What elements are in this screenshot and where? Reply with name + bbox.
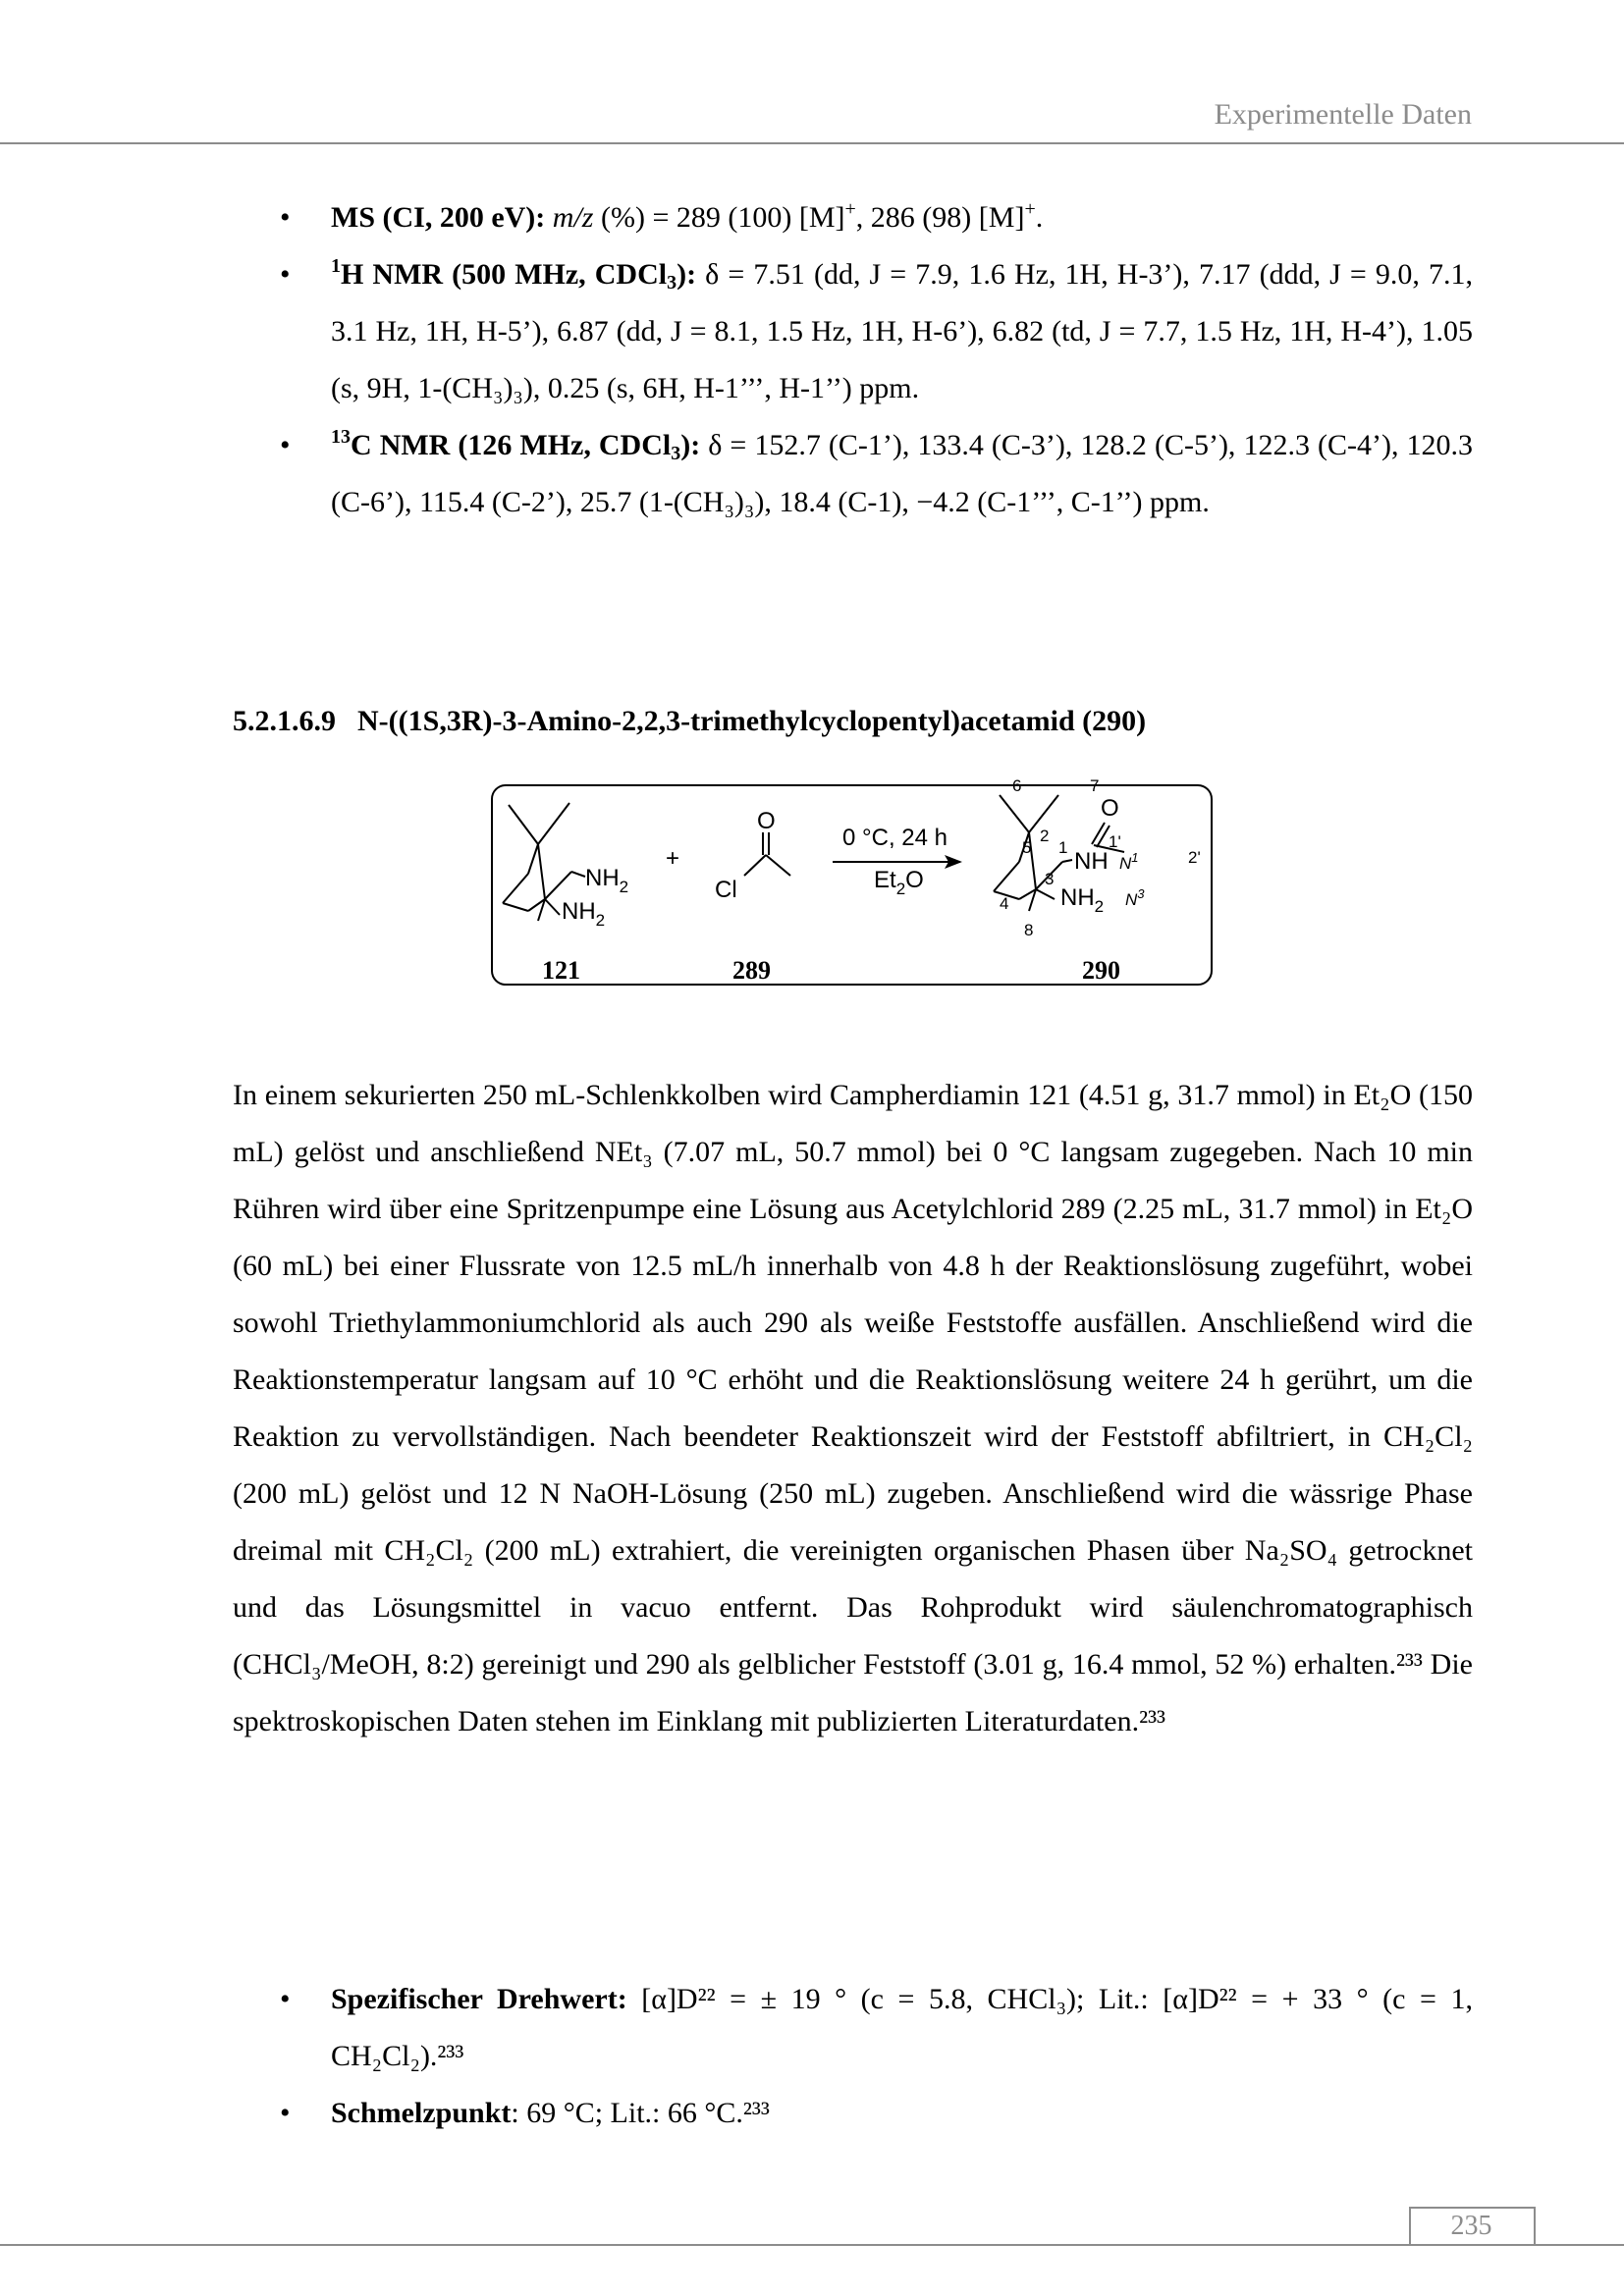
h-nmr-label: H NMR (500 MHz, CDCl (341, 258, 668, 291)
ms-value: (%) = 289 (100) [M] (593, 201, 845, 234)
oxygen-label: O (757, 808, 776, 834)
melting-point-value: : 69 °C; Lit.: 66 °C.²³³ (511, 2097, 770, 2129)
melting-point-label: Schmelzpunkt (331, 2097, 512, 2129)
structure-289 (744, 832, 790, 876)
compound-number-121: 121 (542, 956, 580, 985)
section-number: 5.2.1.6.9 (233, 705, 336, 737)
ms-end: . (1035, 201, 1044, 234)
ms-value-2: , 286 (98) [M] (855, 201, 1025, 234)
carbonyl-oxygen: O (1101, 795, 1119, 822)
ms-charge: + (844, 198, 856, 220)
svg-text:5: 5 (1022, 838, 1032, 857)
running-header: Experimentelle Daten (1214, 98, 1472, 131)
nh2-label-c: $NH_2$ (1060, 884, 1105, 916)
page-number: 235 (1450, 2211, 1492, 2241)
h-nmr-label-end: ): (677, 258, 697, 291)
section-title: N-((1S,3R)-3-Amino-2,2,3-trimethylcyclopentyl)acetamid (290) (357, 705, 1147, 737)
h-nmr-sub: 3 (667, 272, 677, 294)
h-nmr-item (280, 246, 1473, 417)
optical-rotation-item (280, 1971, 1473, 2085)
n3-label: $N^3$ (1125, 886, 1145, 909)
svg-text:6: 6 (1012, 776, 1022, 795)
nh2-label-b: $NH_2$ (562, 898, 606, 930)
header-rule (0, 142, 1624, 144)
conditions-top: 0 °C, 24 h (842, 825, 947, 851)
c-nmr-isotope: 13 (331, 426, 351, 448)
chlorine-label: Cl (715, 877, 737, 903)
svg-text:2: 2 (1040, 827, 1050, 845)
melting-point-item (280, 2085, 1473, 2142)
reaction-scheme (491, 774, 1213, 987)
optical-rotation-label: Spezifischer Drehwert: (331, 1983, 627, 2015)
spectra-list (280, 189, 1473, 531)
ms-label: MS (CI, 200 eV): (331, 201, 546, 234)
c-nmr-label: C NMR (126 MHz, CDCl (351, 429, 672, 461)
h-nmr-isotope: 1 (331, 255, 341, 277)
c-nmr-sub: 3 (671, 443, 681, 464)
section-heading (233, 705, 1146, 738)
ms-charge-2: + (1024, 198, 1036, 220)
svg-text:3: 3 (1045, 870, 1055, 888)
ms-mz: m/z (552, 201, 594, 234)
compound-number-290: 290 (1082, 956, 1120, 985)
properties-list (280, 1971, 1473, 2142)
svg-text:1': 1' (1109, 832, 1121, 851)
svg-text:7: 7 (1090, 776, 1100, 795)
c-nmr-label-end: ): (680, 429, 701, 461)
n1-label: $N^1$ (1119, 850, 1139, 873)
optical-rotation-value: [α]D²² = ± 19 ° (c = 5.8, CHCl₃); Lit.: [α]D²² = + 33 ° (c = 1, CH₂Cl₂).²³³ (331, 1983, 1473, 2072)
experimental-paragraph: In einem sekurierten 250 mL-Schlenkkolben wird Campherdiamin 121 (4.51 g, 31.7 mmol) in Et₂O (150 mL) gelöst und anschließend NEt₃ (7.07 mL, 50.7 mmol) bei 0 °C langsam zugegeben. Nach 10 min Rühren wird über eine Spritzenpumpe eine Lösung aus Acetylchlorid 289 (2.25 mL, 31.7 mmol) in Et₂O (60 mL) bei einer Flussrate von 12.5 mL/h innerhalb von 4.8 h der Reaktionslösung zugeführt, wobei sowohl Triethylammoniumchlorid als auch 290 als weiße Feststoffe ausfällen. Anschließend wird die Reaktionstemperatur langsam auf 10 °C erhöht und die Reaktionslösung weitere 24 h gerührt, um die Reaktion zu vervollständigen. Nach beendeter Reaktionszeit wird der Feststoff abfiltriert, in CH₂Cl₂ (200 mL) gelöst und 12 N NaOH-Lösung (250 mL) zugeben. Anschließend wird die wässrige Phase dreimal mit CH₂Cl₂ (200 mL) extrahiert, die vereinigten organischen Phasen über Na₂SO₄ getrocknet und das Lösungsmittel in vacuo entfernt. Das Rohprodukt wird säulenchromatographisch (CHCl₃/MeOH, 8:2) gereinigt und 290 als gelblicher Feststoff (3.01 g, 16.4 mmol, 52 %) erhalten.²³³ Die spektroskopischen Daten stehen im Einklang mit publizierten Literaturdaten.²³³ (233, 1079, 1473, 1737)
footer-rule (0, 2244, 1624, 2246)
c-nmr-item (280, 417, 1473, 531)
h-nmr-text: δ = 7.51 (dd, J = 7.9, 1.6 Hz, 1H, H-3’), 7.17 (ddd, J = 9.0, 7.1, 3.1 Hz, 1H, H-5’), 6.87 (dd, J = 8.1, 1.5 Hz, 1H, H-6’), 6.82 (td, J = 7.7, 1.5 Hz, 1H, H-4’), 1.05 (s, 9H, 1-(CH₃)₃), 0.25 (s, 6H, H-1’’’, H-1’’) ppm. (331, 258, 1473, 404)
svg-text:8: 8 (1024, 921, 1034, 939)
nh-label: NH (1074, 848, 1109, 875)
conditions-bottom: $Et_2O$ (874, 867, 924, 898)
compound-number-289: 289 (732, 956, 771, 985)
plus-sign: + (666, 845, 680, 872)
ms-item (280, 189, 1473, 246)
svg-text:2': 2' (1188, 848, 1201, 867)
c-nmr-text: δ = 152.7 (C-1’), 133.4 (C-3’), 128.2 (C-5’), 122.3 (C-4’), 120.3 (C-6’), 115.4 (C-2’), 25.7 (1-(CH₃)₃), 18.4 (C-1), −4.2 (C-1’’’, C-1’’) ppm. (331, 429, 1473, 518)
nh2-label-a: $NH_2$ (585, 865, 629, 896)
svg-text:1: 1 (1058, 838, 1068, 857)
svg-text:4: 4 (1000, 894, 1009, 913)
